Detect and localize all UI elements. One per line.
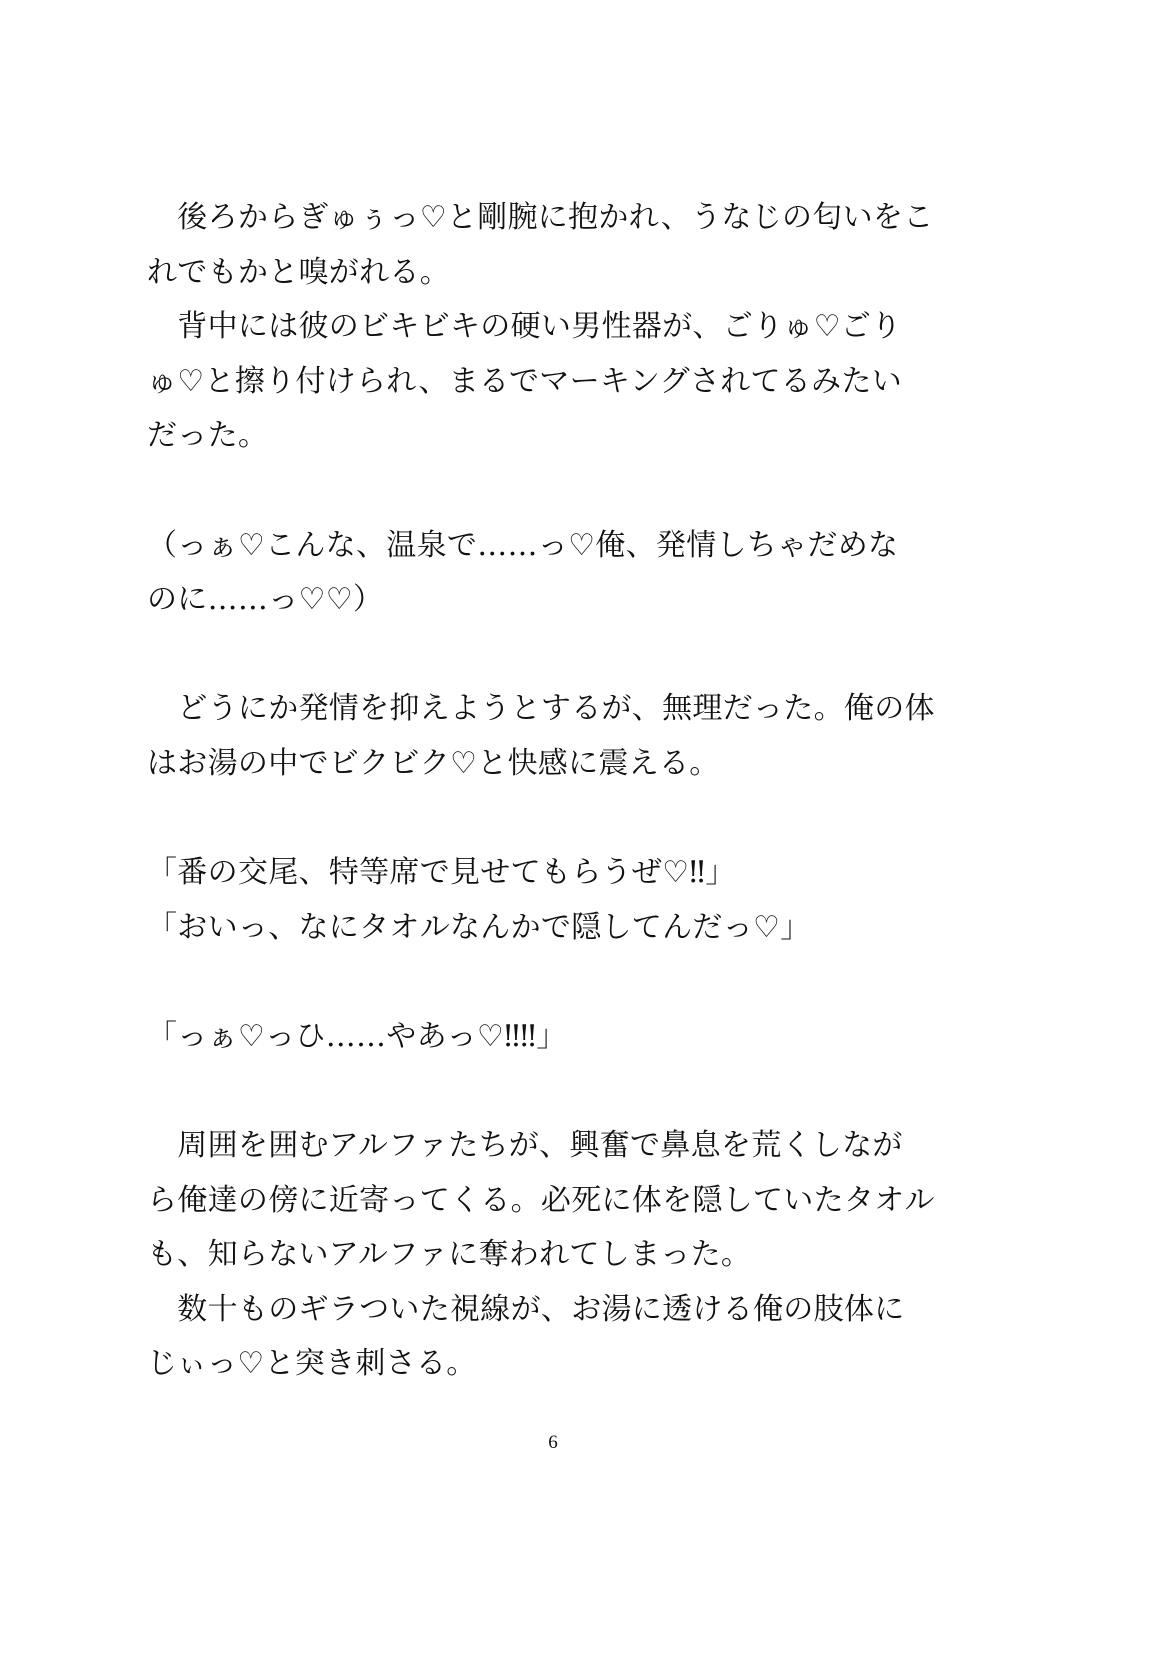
text-line: じぃっ♡と突き刺さる。: [147, 1346, 477, 1382]
text-line: だった。: [147, 418, 269, 454]
text-line: 後ろからぎゅぅっ♡と剛腕に抱かれ、うなじの匂いをこ: [147, 200, 934, 235]
blank-line: [147, 464, 977, 519]
blank-line: [147, 628, 977, 683]
text-line: どうにか発情を抑えようとするが、無理だった。俺の体: [147, 691, 935, 727]
text-line: のに……っ♡♡）: [147, 582, 384, 618]
text-line: 周囲を囲むアルファたちが、興奮で鼻息を荒くしなが: [147, 1128, 903, 1164]
text-line: れでもかと嗅がれる。: [147, 254, 450, 290]
text-line: ゅ♡と擦り付けられ、まるでマーキングされてるみたい: [147, 363, 902, 399]
text-line: 数十ものギラついた視線が、お湯に透ける俺の肢体に: [147, 1291, 905, 1327]
text-line: はお湯の中でビクビク♡と快感に震える。: [147, 745, 720, 781]
text-line: 背中には彼のビキビキの硬い男性器が、ごりゅ♡ごり: [147, 309, 902, 345]
blank-line: [147, 792, 977, 847]
body-text: [147, 191, 977, 1392]
text-line: （っぁ♡こんな、温泉で……っ♡俺、発情しちゃだめな: [147, 527, 899, 563]
text-line: 「番の交尾、特等席で見せてもらうぜ♡‼」: [147, 855, 736, 891]
blank-line: [147, 1065, 977, 1120]
text-line: 「っぁ♡っひ……やあっ♡‼‼」: [147, 1018, 567, 1054]
text-line: も、知らないアルファに奪われてしまった。: [147, 1237, 752, 1273]
text-line: 「おいっ、なにタオルなんかで隠してんだっ♡」: [147, 909, 811, 945]
text-line: ら俺達の傍に近寄ってくる。必死に体を隠していたタオル: [147, 1182, 935, 1218]
blank-line: [147, 955, 977, 1010]
page-number: 6: [548, 1432, 558, 1453]
